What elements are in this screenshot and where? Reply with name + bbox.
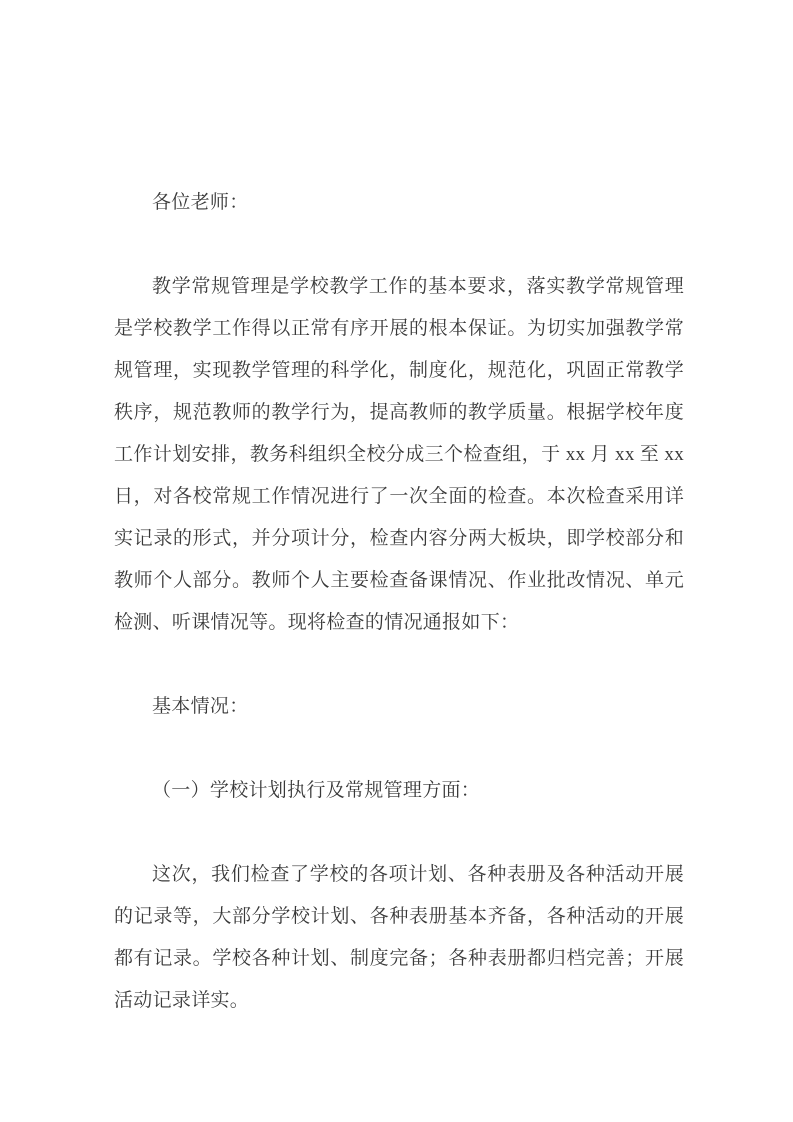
paragraph-findings: 这次，我们检查了学校的各项计划、各种表册及各种活动开展的记录等，大部分学校计划、各种表册基本齐备，各种活动的开展都有记录。学校各种计划、制度完备；各种表册都归档完善；开展活动记录详实。 [114,864,684,1011]
paragraph-inspection-overview: 教学常规管理是学校教学工作的基本要求，落实教学常规管理是学校教学工作得以正常有序开展的根本保证。为切实加强教学常规管理，实现教学管理的科学化，制度化，规范化，巩固正常教学秩序，规范教师的教学行为，提高教师的教学质量。根据学校年度工作计划安排，教务科组织全校分成三个检查组，于 xx 月 xx 至 xx 日，对各校常规工作情况进行了一次全面的检查。本次检查采用详实记录的形式，并分项计分，检查内容分两大板块，即学校部分和教师个人部分。教师个人主要检查备课情况、作业批改情况、单元检测、听课情况等。现将检查的情况通报如下： [114,276,684,633]
heading-section-one-school-plan: （一）学校计划执行及常规管理方面： [152,780,481,801]
heading-basic-situation: 基本情况： [152,696,249,717]
salutation: 各位老师： [152,192,249,213]
document-body [114,182,684,1022]
